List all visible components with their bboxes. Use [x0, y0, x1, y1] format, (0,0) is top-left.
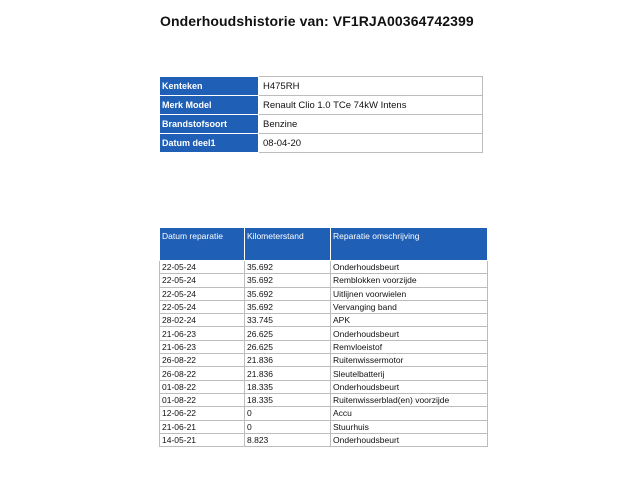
table-row [160, 287, 488, 300]
table-row [160, 407, 488, 420]
vehicle-value: Benzine [259, 115, 483, 134]
cell-omschrijving: Sleutelbatterij [331, 367, 488, 380]
table-row [160, 327, 488, 340]
cell-datum: 22-05-24 [160, 287, 245, 300]
vehicle-row-kenteken [160, 77, 483, 96]
cell-kilometerstand: 0 [245, 420, 331, 433]
table-row [160, 314, 488, 327]
cell-omschrijving: Remvloeistof [331, 340, 488, 353]
table-row [160, 274, 488, 287]
vehicle-label: Datum deel1 [160, 134, 259, 153]
cell-datum: 01-08-22 [160, 393, 245, 406]
cell-omschrijving: Uitlijnen voorwielen [331, 287, 488, 300]
vehicle-row-merk-model [160, 96, 483, 115]
vehicle-label: Merk Model [160, 96, 259, 115]
table-row [160, 340, 488, 353]
cell-datum: 22-05-24 [160, 261, 245, 274]
cell-kilometerstand: 33.745 [245, 314, 331, 327]
table-row [160, 380, 488, 393]
cell-omschrijving: Stuurhuis [331, 420, 488, 433]
cell-omschrijving: Onderhoudsbeurt [331, 261, 488, 274]
cell-kilometerstand: 21.836 [245, 367, 331, 380]
cell-omschrijving: Onderhoudsbeurt [331, 433, 488, 446]
cell-datum: 01-08-22 [160, 380, 245, 393]
cell-kilometerstand: 35.692 [245, 300, 331, 313]
vehicle-info-table [159, 76, 483, 153]
cell-kilometerstand: 18.335 [245, 380, 331, 393]
cell-omschrijving: Accu [331, 407, 488, 420]
cell-omschrijving: Ruitenwisserblad(en) voorzijde [331, 393, 488, 406]
vehicle-value: 08-04-20 [259, 134, 483, 153]
cell-kilometerstand: 8.823 [245, 433, 331, 446]
cell-datum: 12-06-22 [160, 407, 245, 420]
cell-datum: 14-05-21 [160, 433, 245, 446]
cell-kilometerstand: 35.692 [245, 274, 331, 287]
cell-omschrijving: Onderhoudsbeurt [331, 380, 488, 393]
cell-omschrijving: Remblokken voorzijde [331, 274, 488, 287]
header-reparatie-omschrijving: Reparatie omschrijving [331, 228, 488, 261]
cell-datum: 26-08-22 [160, 367, 245, 380]
cell-kilometerstand: 35.692 [245, 287, 331, 300]
table-row [160, 433, 488, 446]
cell-kilometerstand: 26.625 [245, 327, 331, 340]
cell-datum: 21-06-23 [160, 327, 245, 340]
vehicle-row-datum-deel1 [160, 134, 483, 153]
cell-kilometerstand: 21.836 [245, 354, 331, 367]
vehicle-value: H475RH [259, 77, 483, 96]
cell-omschrijving: Ruitenwissermotor [331, 354, 488, 367]
cell-datum: 22-05-24 [160, 300, 245, 313]
cell-omschrijving: APK [331, 314, 488, 327]
cell-kilometerstand: 0 [245, 407, 331, 420]
cell-datum: 22-05-24 [160, 274, 245, 287]
cell-omschrijving: Onderhoudsbeurt [331, 327, 488, 340]
history-header-row [160, 228, 488, 261]
vehicle-value: Renault Clio 1.0 TCe 74kW Intens [259, 96, 483, 115]
cell-datum: 21-06-23 [160, 340, 245, 353]
cell-omschrijving: Vervanging band [331, 300, 488, 313]
cell-kilometerstand: 18.335 [245, 393, 331, 406]
vehicle-label: Brandstofsoort [160, 115, 259, 134]
page-title: Onderhoudshistorie van: VF1RJA00364742399 [160, 13, 474, 29]
table-row [160, 393, 488, 406]
table-row [160, 300, 488, 313]
header-datum-reparatie: Datum reparatie [160, 228, 245, 261]
table-row [160, 261, 488, 274]
cell-datum: 26-08-22 [160, 354, 245, 367]
table-row [160, 354, 488, 367]
cell-datum: 21-06-21 [160, 420, 245, 433]
table-row [160, 367, 488, 380]
cell-kilometerstand: 26.625 [245, 340, 331, 353]
vehicle-row-brandstofsoort [160, 115, 483, 134]
table-row [160, 420, 488, 433]
cell-datum: 28-02-24 [160, 314, 245, 327]
header-kilometerstand: Kilometerstand [245, 228, 331, 261]
maintenance-history-table [159, 227, 488, 447]
cell-kilometerstand: 35.692 [245, 261, 331, 274]
history-body [160, 261, 488, 447]
vehicle-label: Kenteken [160, 77, 259, 96]
